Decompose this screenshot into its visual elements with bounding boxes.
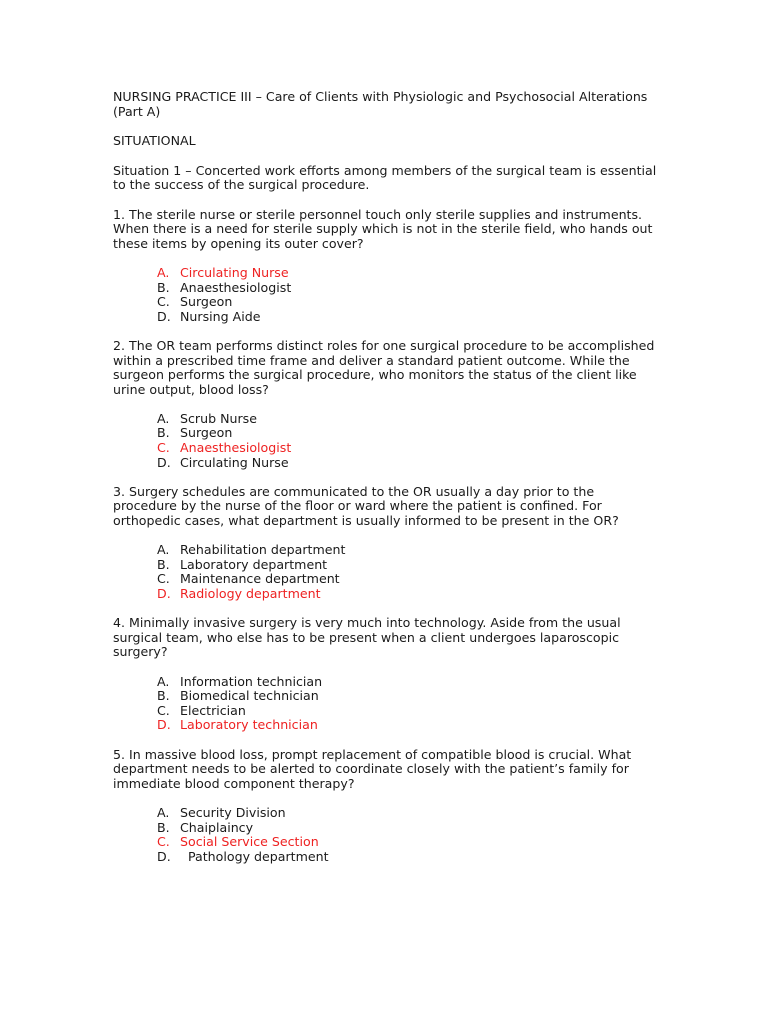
option-letter: D. [157, 586, 171, 601]
option-letter: A. [157, 542, 170, 558]
answer-option [157, 543, 658, 558]
question-block [113, 748, 658, 865]
option-letter: B. [157, 425, 170, 441]
answer-option [157, 572, 658, 587]
answer-option-correct [157, 441, 658, 456]
option-list [157, 412, 658, 470]
option-list [157, 543, 658, 601]
option-text: Surgeon [180, 294, 233, 310]
option-text: Rehabilitation department [180, 542, 346, 558]
question-block [113, 485, 658, 602]
answer-option [157, 704, 658, 719]
option-text: Circulating Nurse [180, 454, 289, 470]
option-list [157, 266, 658, 324]
question-list [113, 208, 658, 865]
answer-option [157, 295, 658, 310]
answer-option [157, 412, 658, 427]
question-text: 4. Minimally invasive surgery is very much into technology. Aside from the usual surgical team, who else has to be present when a client undergoes laparoscopic surgery? [113, 615, 621, 660]
option-text: Electrician [180, 702, 246, 718]
question-block [113, 208, 658, 325]
answer-option [157, 850, 658, 865]
option-letter: C. [157, 294, 170, 310]
document-title: NURSING PRACTICE III – Care of Clients with Physiologic and Psychosocial Alterations (Part A) [113, 89, 648, 119]
option-letter: D. [157, 848, 171, 864]
option-letter: A. [157, 804, 170, 820]
option-text: Nursing Aide [180, 308, 261, 324]
section-heading: SITUATIONAL [113, 133, 196, 149]
option-text: Anaesthesiologist [180, 440, 292, 456]
option-text: Circulating Nurse [180, 264, 289, 280]
answer-option [157, 456, 658, 471]
option-letter: B. [157, 556, 170, 572]
option-text: Laboratory technician [180, 717, 318, 733]
option-text: Radiology department [180, 586, 321, 601]
answer-option [157, 806, 658, 821]
situation-text: Situation 1 – Concerted work efforts among members of the surgical team is essential to the success of the surgical procedure. [113, 162, 657, 193]
option-text: Anaesthesiologist [180, 279, 292, 295]
option-text: Laboratory department [180, 556, 328, 572]
option-letter: B. [157, 688, 170, 704]
answer-option-correct [157, 266, 658, 281]
question-block [113, 616, 658, 733]
option-letter: C. [157, 440, 170, 456]
option-letter: A. [157, 673, 170, 689]
option-letter: A. [157, 410, 170, 426]
answer-option-correct [157, 718, 658, 733]
question-block [113, 339, 658, 470]
question-text: 3. Surgery schedules are communicated to the OR usually a day prior to the procedure by the nurse of the floor or ward where the patient is confined. For orthopedic cases, what department is usually informed to be present in the OR? [113, 483, 619, 529]
answer-option [157, 281, 658, 296]
option-text: Information technician [180, 673, 323, 689]
option-text: Biomedical technician [180, 688, 319, 704]
option-letter: C. [157, 702, 170, 718]
option-text: Maintenance department [180, 571, 340, 587]
answer-option-correct [157, 835, 658, 850]
option-text: Social Service Section [180, 834, 319, 850]
option-text: Scrub Nurse [180, 410, 257, 426]
answer-option-correct [157, 587, 658, 602]
option-text: Chaiplaincy [180, 819, 254, 835]
option-letter: D. [157, 308, 171, 324]
option-letter: D. [157, 454, 171, 470]
option-text: Surgeon [180, 425, 233, 441]
option-list [157, 806, 658, 864]
document-body [113, 90, 658, 879]
option-letter: A. [157, 264, 170, 280]
option-letter: B. [157, 279, 170, 295]
option-letter: C. [157, 834, 170, 850]
question-text: 5. In massive blood loss, prompt replacement of compatible blood is crucial. What department needs to be alerted to coordinate closely with the patient’s family for immediate blood component therapy? [113, 746, 632, 791]
question-text: 1. The sterile nurse or sterile personnel touch only sterile supplies and instruments. When there is a need for sterile supply which is not in the sterile field, who hands out these items by opening its outer cover? [113, 206, 653, 251]
answer-option [157, 558, 658, 573]
option-letter: C. [157, 571, 170, 587]
option-text: Security Division [180, 804, 286, 820]
option-text: Pathology department [188, 848, 329, 864]
option-letter: D. [157, 717, 171, 733]
answer-option [157, 821, 658, 836]
option-list [157, 675, 658, 733]
answer-option [157, 675, 658, 690]
question-text: 2. The OR team performs distinct roles for one surgical procedure to be accomplished within a prescribed time frame and deliver a standard patient outcome. While the surgeon performs the surgical procedure, who monitors the status of the client like urine output, blood loss? [113, 337, 655, 397]
answer-option [157, 310, 658, 325]
answer-option [157, 689, 658, 704]
answer-option [157, 426, 658, 441]
option-letter: B. [157, 819, 170, 835]
